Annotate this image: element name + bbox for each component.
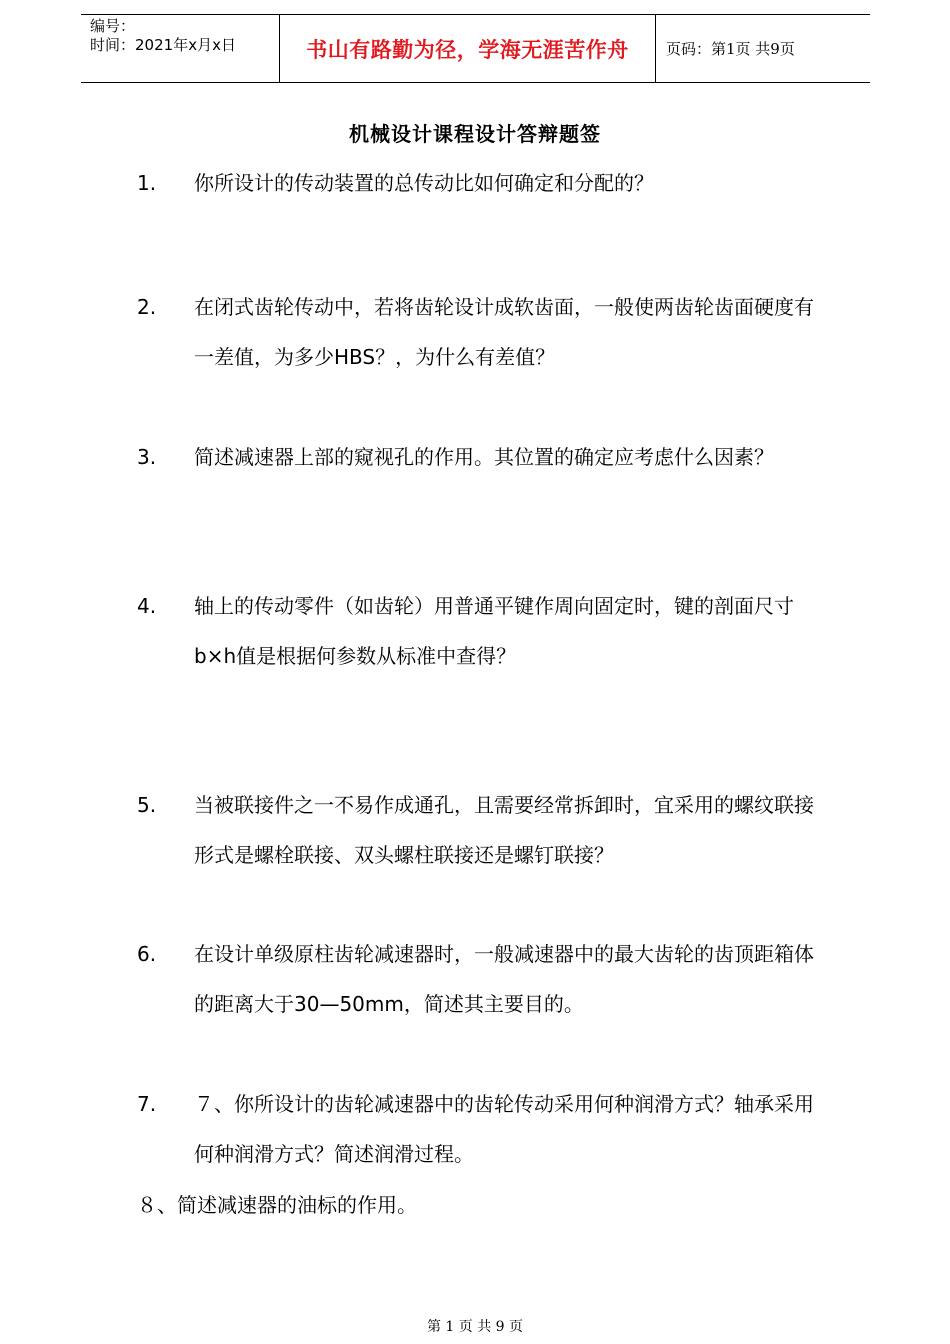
question-number: 6. <box>137 942 157 966</box>
question-text: 在闭式齿轮传动中，若将齿轮设计成软齿面，一般使两齿轮齿面硬度有一差值，为多少HBS？，为什么有差值？ <box>194 295 814 369</box>
question-number: 4. <box>137 594 157 618</box>
question-3 <box>137 432 827 482</box>
question-number: 1. <box>137 171 157 195</box>
question-number: 5. <box>137 793 157 817</box>
time-label: 时间： <box>90 36 136 54</box>
document-time <box>90 36 279 55</box>
question-text: 在设计单级原柱齿轮减速器时，一般减速器中的最大齿轮的齿顶距箱体的距离大于30—50mm，简述其主要目的。 <box>194 942 814 1016</box>
question-text: 当被联接件之一不易作成通孔，且需要经常拆卸时，宜采用的螺纹联接形式是螺栓联接、双头螺柱联接还是螺钉联接？ <box>194 793 814 867</box>
question-number: 7. <box>137 1092 157 1116</box>
question-4 <box>137 581 827 681</box>
question-5 <box>137 780 827 880</box>
question-text: 轴上的传动零件（如齿轮）用普通平键作周向固定时，键的剖面尺寸b×h值是根据何参数从标准中查得？ <box>194 594 794 668</box>
question-1 <box>137 158 827 208</box>
question-8: ８、简述减速器的油标的作用。 <box>137 1193 417 1217</box>
question-number: 3. <box>137 445 157 469</box>
question-7 <box>137 1079 827 1179</box>
time-value: 2021年x月x日 <box>135 36 236 54</box>
question-text: 你所设计的传动装置的总传动比如何确定和分配的？ <box>194 171 654 195</box>
document-number-label: 编号： <box>90 17 136 35</box>
page-header <box>81 14 870 83</box>
page-footer: 第 1 页 共 9 页 <box>426 1319 524 1335</box>
document-title: 机械设计课程设计答辩题签 <box>349 122 601 146</box>
header-motto: 书山有路勤为径，学海无涯苦作舟 <box>280 15 656 82</box>
question-number: 2. <box>137 295 157 319</box>
question-text: 简述减速器上部的窥视孔的作用。其位置的确定应考虑什么因素？ <box>194 445 774 469</box>
header-page-info: 页码：第1页 共9页 <box>666 40 795 58</box>
question-2 <box>137 282 827 382</box>
header-meta <box>81 15 280 82</box>
question-text: ７、你所设计的齿轮减速器中的齿轮传动采用何种润滑方式？轴承采用何种润滑方式？简述润滑过程。 <box>194 1092 814 1166</box>
question-6 <box>137 929 827 1029</box>
